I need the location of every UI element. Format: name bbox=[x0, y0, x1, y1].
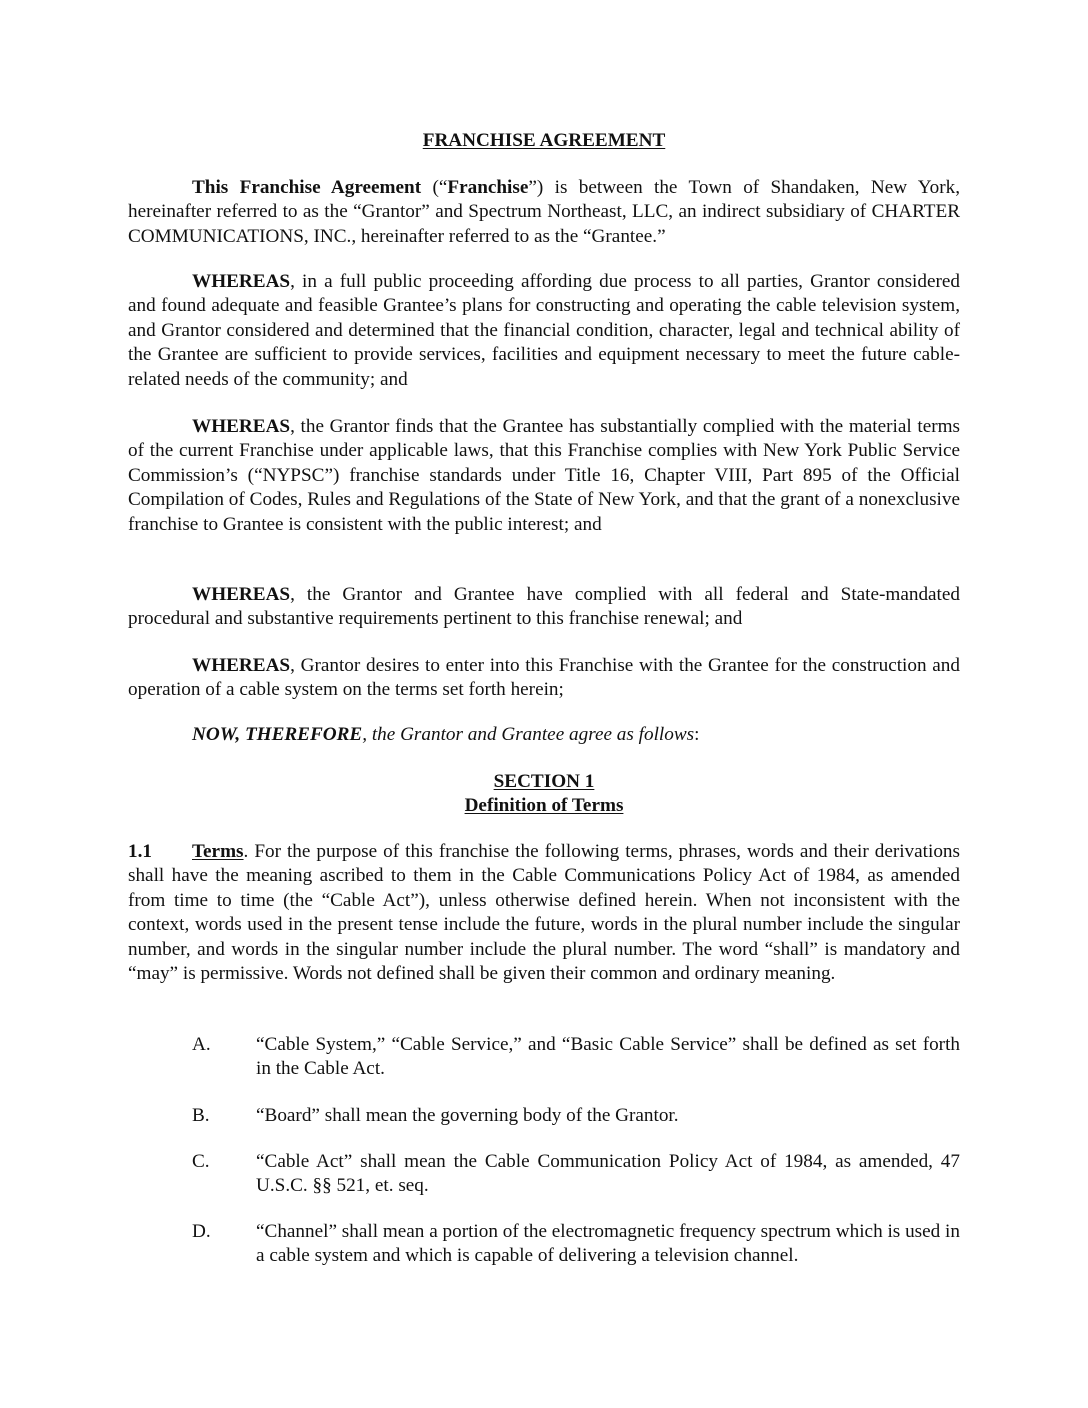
definition-label: C. bbox=[192, 1151, 210, 1172]
whereas-paragraph-3 bbox=[128, 583, 960, 632]
whereas-label: WHEREAS bbox=[192, 584, 291, 605]
whereas-label: WHEREAS bbox=[192, 655, 291, 676]
intro-paragraph bbox=[128, 176, 960, 249]
definition-text: “Board” shall mean the governing body of the Grantor. bbox=[256, 1105, 679, 1126]
now-therefore-paragraph bbox=[128, 723, 960, 747]
definition-text: “Cable Act” shall mean the Cable Communication Policy Act of 1984, as amended, 47 U.S.C. §§ 521, et. seq. bbox=[256, 1151, 960, 1197]
whereas-text: , Grantor desires to enter into this Franchise with the Grantee for the construction and operation of a cable system on the terms set forth herein; bbox=[128, 655, 960, 701]
definition-text: “Channel” shall mean a portion of the electromagnetic frequency spectrum which is used in a cable system and which is capable of delivering a television channel. bbox=[256, 1221, 960, 1267]
intro-short-name: Franchise bbox=[447, 177, 529, 198]
intro-lead: This Franchise Agreement bbox=[192, 177, 422, 198]
definition-label: D. bbox=[192, 1221, 211, 1242]
now-therefore-text: , the Grantor and Grantee agree as follows bbox=[362, 724, 695, 745]
definition-item bbox=[192, 1033, 960, 1083]
whereas-paragraph-1 bbox=[128, 270, 960, 392]
now-therefore-lead: NOW, THEREFORE bbox=[192, 724, 363, 745]
whereas-text: , in a full public proceeding affording due process to all parties, Grantor considered and found adequate and feasible Grantee’s plans for constructing and operating the cable television system, and Grantor considered and determined that the financial condition, character, legal and technical ability of the Grantee are sufficient to provide services, facilities and equipment necessary to meet the future cable-related needs of the community; and bbox=[128, 271, 960, 390]
definition-item bbox=[192, 1104, 960, 1130]
section-title: Definition of Terms bbox=[464, 795, 624, 817]
intro-open-quote: (“ bbox=[421, 177, 448, 198]
definition-text: “Cable System,” “Cable Service,” and “Basic Cable Service” shall be defined as set forth in the Cable Act. bbox=[256, 1034, 960, 1080]
whereas-paragraph-2 bbox=[128, 415, 960, 537]
section-number: SECTION 1 bbox=[493, 771, 595, 792]
clause-1-1 bbox=[128, 840, 960, 986]
definition-item bbox=[192, 1150, 960, 1200]
definition-label: B. bbox=[192, 1105, 210, 1126]
whereas-label: WHEREAS bbox=[192, 416, 291, 437]
intro-text: ”) is between the Town of Shandaken, New York, hereinafter referred to as the “Grantor” and Spectrum Northeast, LLC, an indirect subsidiary of CHARTER COMMUNICATIONS, INC., hereinafter referred to as the “Grantee.” bbox=[128, 177, 960, 247]
definition-item bbox=[192, 1220, 960, 1270]
clause-text: . For the purpose of this franchise the following terms, phrases, words and their derivations shall have the meaning ascribed to them in the Cable Communications Policy Act of 1984, as amended from time to time (the “Cable Act”), unless otherwise defined herein. When not inconsistent with the context, words used in the present tense include the future, words in the plural number include the singular number, and words in the singular number include the plural number. The word “shall” is mandatory and “may” is permissive. Words not defined shall be given their common and ordinary meaning. bbox=[128, 841, 960, 985]
whereas-text: , the Grantor and Grantee have complied with all federal and State-mandated procedural and substantive requirements pertinent to this franchise renewal; and bbox=[128, 584, 960, 630]
whereas-text: , the Grantor finds that the Grantee has substantially complied with the material terms of the current Franchise under applicable laws, that this Franchise complies with New York Public Service Commission’s (“NYPSC”) franchise standards under Title 16, Chapter VIII, Part 895 of the Official Compilation of Codes, Rules and Regulations of the State of New York, and that the grant of a nonexclusive franchise to Grantee is consistent with the public interest; and bbox=[128, 416, 960, 535]
definition-label: A. bbox=[192, 1034, 211, 1055]
whereas-paragraph-4 bbox=[128, 654, 960, 703]
now-therefore-colon: : bbox=[694, 724, 700, 745]
document-title: FRANCHISE AGREEMENT bbox=[422, 130, 666, 151]
clause-number: 1.1 bbox=[128, 841, 152, 862]
clause-term: Terms bbox=[192, 841, 244, 862]
whereas-label: WHEREAS bbox=[192, 271, 291, 292]
section-heading bbox=[128, 770, 960, 819]
